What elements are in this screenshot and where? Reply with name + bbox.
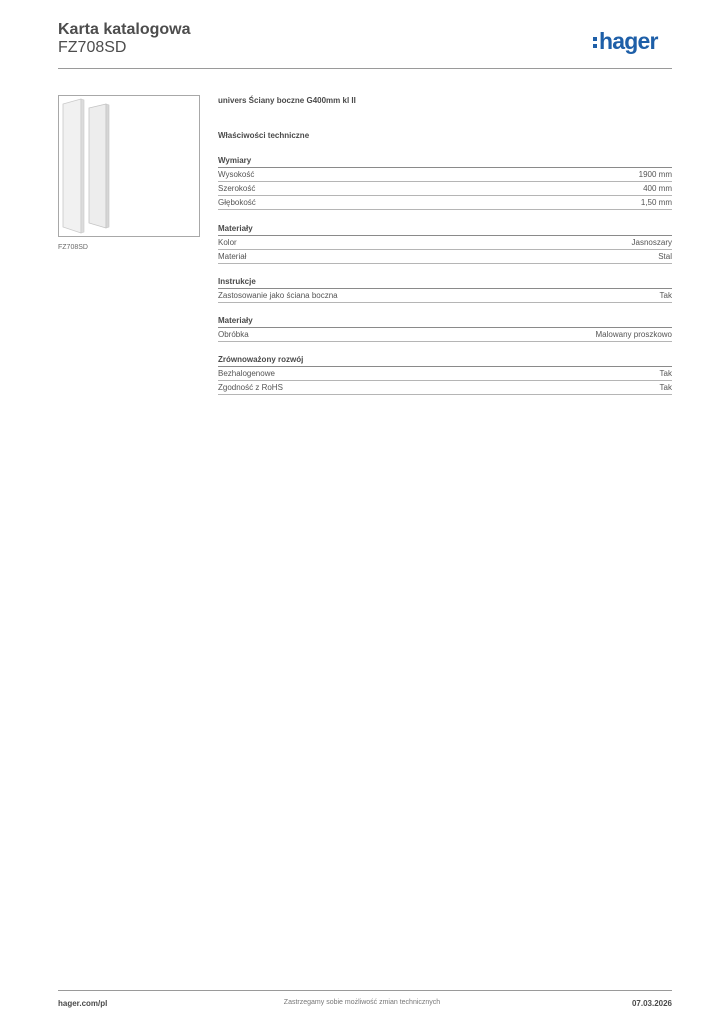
spec-row bbox=[218, 367, 672, 381]
hager-logo bbox=[593, 27, 658, 55]
section-sustainability bbox=[218, 354, 672, 395]
spec-value: 1900 mm bbox=[638, 170, 672, 179]
section-instructions bbox=[218, 276, 672, 303]
spec-row bbox=[218, 168, 672, 182]
spec-row bbox=[218, 236, 672, 250]
image-caption: FZ708SD bbox=[58, 244, 88, 251]
spec-label: Wysokość bbox=[218, 170, 255, 179]
spec-value: Jasnoszary bbox=[631, 238, 672, 247]
spec-label: Zgodność z RoHS bbox=[218, 383, 283, 392]
footer-url-link[interactable]: hager.com/pl bbox=[58, 999, 108, 1008]
spec-value: Stal bbox=[658, 252, 672, 261]
spec-row bbox=[218, 196, 672, 210]
product-name: univers Ściany boczne G400mm kl II bbox=[218, 96, 356, 105]
footer-divider bbox=[58, 990, 672, 991]
section-title: Materiały bbox=[218, 223, 672, 236]
spec-value: Tak bbox=[659, 291, 672, 300]
section-finish bbox=[218, 315, 672, 342]
section-title: Materiały bbox=[218, 315, 672, 328]
spec-label: Głębokość bbox=[218, 198, 256, 207]
spec-label: Bezhalogenowe bbox=[218, 369, 275, 378]
side-panel-illustration bbox=[59, 96, 199, 236]
section-title: Instrukcje bbox=[218, 276, 672, 289]
header-divider bbox=[58, 68, 672, 69]
spec-row bbox=[218, 182, 672, 196]
spec-row bbox=[218, 328, 672, 342]
spec-value: Malowany proszkowo bbox=[595, 330, 672, 339]
product-code: FZ708SD bbox=[58, 39, 127, 56]
spec-value: Tak bbox=[659, 369, 672, 378]
spec-row bbox=[218, 289, 672, 303]
section-title: Wymiary bbox=[218, 155, 672, 168]
document-title: Karta katalogowa bbox=[58, 21, 191, 38]
footer-date: 07.03.2026 bbox=[631, 999, 672, 1008]
spec-label: Obróbka bbox=[218, 330, 249, 339]
spec-row bbox=[218, 250, 672, 264]
logo-dots-icon bbox=[593, 37, 597, 48]
properties-heading: Właściwości techniczne bbox=[218, 131, 310, 140]
spec-value: Tak bbox=[659, 383, 672, 392]
footer-disclaimer: Zastrzegamy sobie możliwość zmian technicznych bbox=[283, 999, 441, 1006]
spec-label: Kolor bbox=[218, 238, 237, 247]
spec-row bbox=[218, 381, 672, 395]
section-title: Zrównoważony rozwój bbox=[218, 354, 672, 367]
section-dimensions bbox=[218, 155, 672, 210]
spec-label: Zastosowanie jako ściana boczna bbox=[218, 291, 338, 300]
spec-label: Szerokość bbox=[218, 184, 256, 193]
logo-wordmark: hager bbox=[599, 28, 658, 54]
spec-value: 400 mm bbox=[643, 184, 672, 193]
spec-label: Materiał bbox=[218, 252, 247, 261]
section-materials bbox=[218, 223, 672, 264]
product-image bbox=[58, 95, 200, 237]
spec-value: 1,50 mm bbox=[640, 198, 672, 207]
